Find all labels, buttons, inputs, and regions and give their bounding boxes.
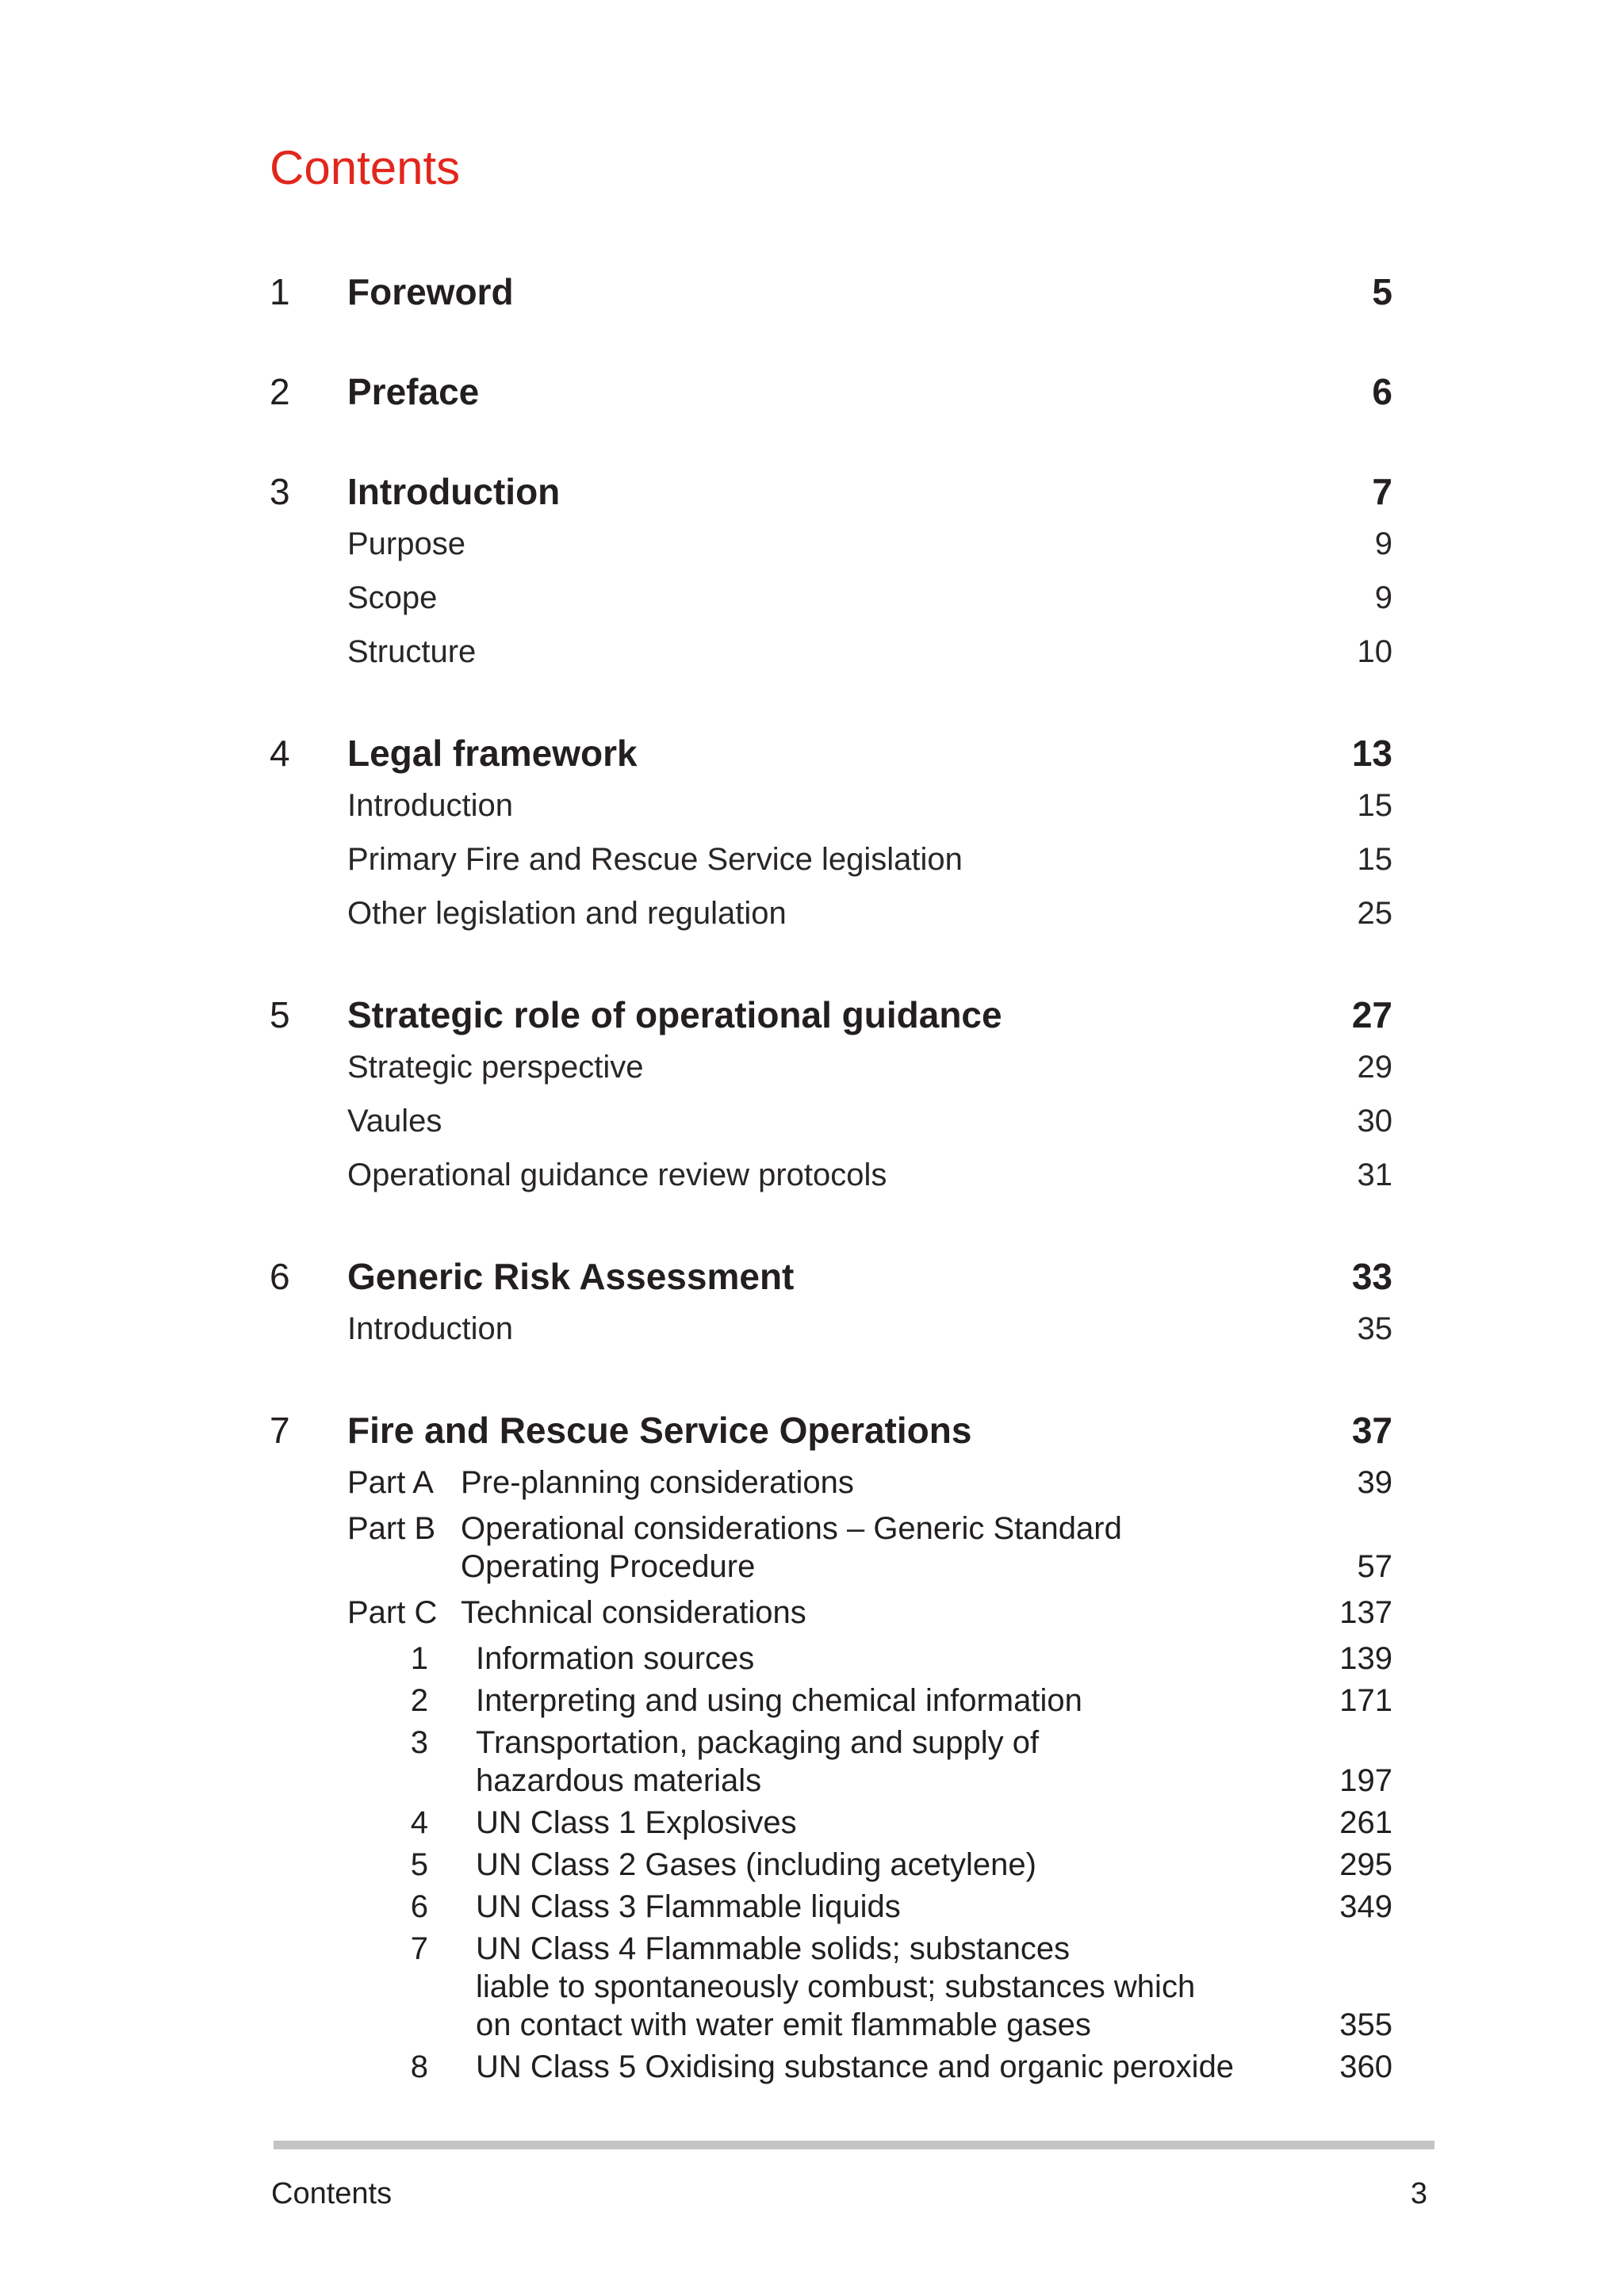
page-number: 10 — [1357, 634, 1392, 669]
technical-items-list — [347, 1640, 1392, 2086]
toc-section-preface — [270, 366, 1392, 417]
subsection-list — [347, 1302, 1392, 1356]
item-title — [428, 2048, 1339, 2086]
toc-subentry[interactable] — [347, 1094, 1392, 1148]
part-title — [461, 1594, 1339, 1632]
part-title-line: Pre-planning considerations — [461, 1465, 854, 1500]
item-number: 4 — [410, 1805, 428, 1840]
toc-item[interactable] — [347, 1640, 1392, 1678]
subsection-list — [347, 1040, 1392, 1202]
item-title-line: liable to spontaneously combust; substances which — [476, 1969, 1196, 2004]
section-title: Fire and Rescue Service Operations — [347, 1410, 972, 1451]
toc-section-foreword — [270, 266, 1392, 317]
item-title-line: UN Class 1 Explosives — [476, 1805, 797, 1840]
subsection-title: Strategic perspective — [347, 1050, 644, 1085]
item-title-line: on contact with water emit flammable gases — [476, 2007, 1091, 2042]
page-number: 197 — [1339, 1763, 1392, 1798]
toc-entry[interactable] — [270, 1251, 1392, 1302]
section-title: Foreword — [347, 271, 514, 312]
toc-item[interactable] — [347, 1846, 1392, 1884]
item-title — [428, 1640, 1339, 1678]
page-number: 360 — [1339, 2049, 1392, 2084]
part-label: Part B — [347, 1511, 436, 1546]
item-number: 8 — [410, 2049, 428, 2084]
item-number: 6 — [410, 1889, 428, 1924]
toc-section-introduction — [270, 466, 1392, 679]
item-title-line: Transportation, packaging and supply of — [476, 1725, 1040, 1760]
section-title: Legal framework — [347, 733, 638, 774]
page-number: 15 — [1357, 842, 1392, 877]
item-title-line: Information sources — [476, 1641, 755, 1676]
toc-item[interactable] — [347, 1724, 1392, 1800]
toc-section-operations — [270, 1405, 1392, 2086]
section-number: 3 — [270, 471, 290, 512]
part-title-line: Operating Procedure — [461, 1549, 756, 1584]
page-number: 171 — [1339, 1683, 1392, 1718]
toc-subentry[interactable] — [347, 832, 1392, 886]
page-number: 137 — [1339, 1595, 1392, 1630]
section-title: Strategic role of operational guidance — [347, 994, 1002, 1035]
item-title-line: UN Class 4 Flammable solids; substances — [476, 1931, 1071, 1966]
page-number: 9 — [1374, 580, 1392, 615]
part-label: Part A — [347, 1465, 434, 1500]
item-title — [428, 1930, 1339, 2044]
subsection-title: Scope — [347, 580, 438, 615]
section-number: 1 — [270, 271, 290, 312]
item-title-line: UN Class 5 Oxidising substance and organic peroxide — [476, 2049, 1235, 2084]
item-title — [428, 1846, 1339, 1884]
section-title: Generic Risk Assessment — [347, 1256, 795, 1297]
page-number: 33 — [1351, 1256, 1392, 1297]
subsection-title: Structure — [347, 634, 477, 669]
item-title — [428, 1888, 1339, 1926]
toc-entry[interactable] — [270, 1405, 1392, 1456]
item-title-line: UN Class 3 Flammable liquids — [476, 1889, 901, 1924]
toc-part-entry[interactable] — [347, 1510, 1392, 1586]
page-number: 13 — [1351, 733, 1392, 774]
section-number: 5 — [270, 994, 290, 1035]
page-number: 7 — [1372, 471, 1392, 512]
page-number: 349 — [1339, 1889, 1392, 1924]
subsection-title: Purpose — [347, 526, 465, 561]
toc-entry[interactable] — [270, 728, 1392, 779]
page-number: 139 — [1339, 1641, 1392, 1676]
part-title-line: Technical considerations — [461, 1595, 806, 1630]
item-number: 7 — [410, 1931, 428, 1966]
toc-subentry[interactable] — [347, 1148, 1392, 1202]
item-number: 5 — [410, 1847, 428, 1882]
subsection-title: Other legislation and regulation — [347, 896, 787, 931]
page-number: 15 — [1357, 788, 1392, 823]
table-of-contents — [270, 266, 1392, 2135]
toc-item[interactable] — [347, 2048, 1392, 2086]
item-title — [428, 1724, 1339, 1800]
toc-subentry[interactable] — [347, 625, 1392, 679]
page-number: 295 — [1339, 1847, 1392, 1882]
subsection-title: Vaules — [347, 1104, 442, 1138]
subsection-title: Primary Fire and Rescue Service legislation — [347, 842, 963, 877]
part-label: Part C — [347, 1595, 438, 1630]
toc-item[interactable] — [347, 1682, 1392, 1720]
page-number: 355 — [1339, 2007, 1392, 2042]
page-number: 57 — [1357, 1549, 1392, 1584]
page-number: 261 — [1339, 1805, 1392, 1840]
item-title-line: UN Class 2 Gases (including acetylene) — [476, 1847, 1036, 1882]
toc-section-legal-framework — [270, 728, 1392, 940]
item-title-line: hazardous materials — [476, 1763, 762, 1798]
footer-rule — [274, 2141, 1434, 2149]
item-title-line: Interpreting and using chemical information — [476, 1683, 1082, 1718]
page-number: 6 — [1372, 371, 1392, 412]
page-number: 35 — [1357, 1311, 1392, 1346]
toc-subentry[interactable] — [347, 571, 1392, 625]
toc-subentry[interactable] — [347, 779, 1392, 832]
section-title: Introduction — [347, 471, 561, 512]
part-title-line: Operational considerations – Generic Standard — [461, 1511, 1122, 1546]
toc-item[interactable] — [347, 1888, 1392, 1926]
part-title — [461, 1464, 1358, 1502]
toc-section-strategic-role — [270, 989, 1392, 1202]
page-number: 39 — [1357, 1465, 1392, 1500]
section-title: Preface — [347, 371, 480, 412]
toc-part-entry[interactable] — [347, 1464, 1392, 1502]
page-number: 25 — [1357, 896, 1392, 931]
section-number: 4 — [270, 733, 290, 774]
toc-part-entry[interactable] — [347, 1594, 1392, 1632]
page-number: 37 — [1351, 1410, 1392, 1451]
toc-item[interactable] — [347, 1930, 1392, 2044]
page-number: 30 — [1357, 1104, 1392, 1138]
footer-page-number: 3 — [1410, 2177, 1427, 2210]
subsection-list — [347, 517, 1392, 679]
toc-subentry[interactable] — [347, 1302, 1392, 1356]
footer-label: Contents — [271, 2177, 393, 2210]
item-title — [428, 1804, 1339, 1842]
toc-entry[interactable] — [270, 989, 1392, 1040]
item-title — [428, 1682, 1339, 1720]
item-number: 1 — [410, 1641, 428, 1676]
section-number: 2 — [270, 371, 290, 412]
part-list — [347, 1464, 1392, 2086]
page-title: Contents — [270, 141, 461, 194]
subsection-list — [347, 779, 1392, 940]
page-number: 27 — [1351, 994, 1392, 1035]
page-number: 29 — [1357, 1050, 1392, 1085]
toc-entry[interactable] — [270, 466, 1392, 517]
toc-entry[interactable] — [270, 266, 1392, 317]
toc-item[interactable] — [347, 1804, 1392, 1842]
subsection-title: Introduction — [347, 1311, 514, 1346]
toc-subentry[interactable] — [347, 517, 1392, 571]
item-number: 3 — [410, 1725, 428, 1760]
page-number: 5 — [1372, 271, 1392, 312]
page-number: 31 — [1357, 1158, 1392, 1192]
part-title — [461, 1510, 1358, 1586]
subsection-title: Operational guidance review protocols — [347, 1158, 887, 1192]
section-number: 6 — [270, 1256, 290, 1297]
subsection-title: Introduction — [347, 788, 514, 823]
toc-subentry[interactable] — [347, 1040, 1392, 1094]
toc-subentry[interactable] — [347, 886, 1392, 940]
page-number: 9 — [1374, 526, 1392, 561]
section-number: 7 — [270, 1410, 290, 1451]
item-number: 2 — [410, 1683, 428, 1718]
toc-entry[interactable] — [270, 366, 1392, 417]
toc-section-generic-risk-assessment — [270, 1251, 1392, 1356]
